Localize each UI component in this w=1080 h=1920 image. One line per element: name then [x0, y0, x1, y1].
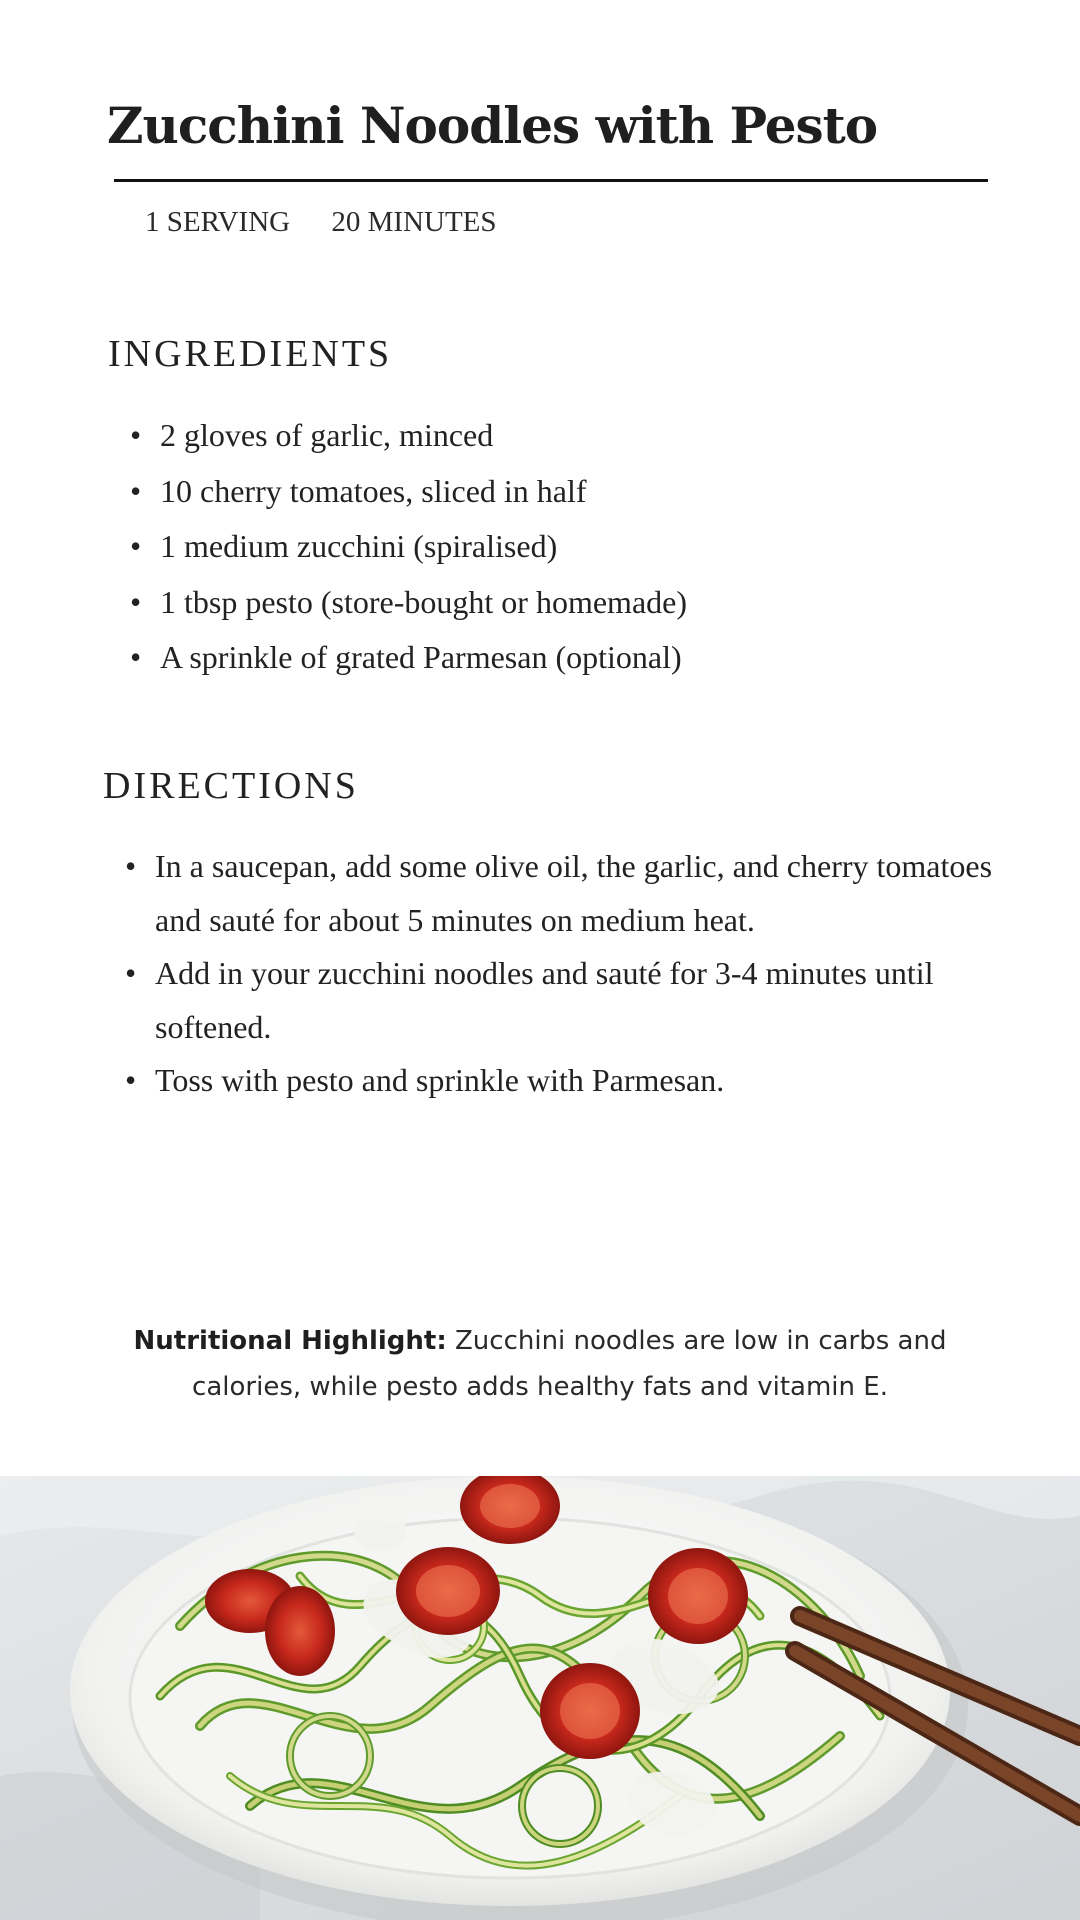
directions-heading: DIRECTIONS	[103, 765, 359, 807]
ingredient-item	[130, 408, 990, 464]
bullet-icon: •	[130, 472, 142, 509]
ingredients-heading: INGREDIENTS	[108, 333, 393, 375]
ingredient-text: 1 tbsp pesto (store-bought or homemade)	[160, 583, 687, 620]
ingredient-text: 10 cherry tomatoes, sliced in half	[160, 472, 587, 509]
nutrition-text: Zucchini noodles are low in carbs and calories, while pesto adds healthy fats and vitamin E.	[192, 1326, 947, 1402]
servings-label: 1 SERVING	[145, 206, 291, 238]
bullet-icon: •	[125, 848, 137, 884]
zucchini-noodle-plate-photo	[0, 1476, 1080, 1920]
bullet-icon: •	[130, 583, 142, 620]
ingredient-text: A sprinkle of grated Parmesan (optional)	[160, 639, 682, 675]
direction-text: Toss with pesto and sprinkle with Parmesan.	[155, 1062, 725, 1098]
time-label: 20 MINUTES	[331, 206, 497, 238]
bullet-icon: •	[130, 417, 142, 453]
photo-illustration	[0, 1476, 1080, 1920]
bullet-icon: •	[130, 639, 142, 675]
bullet-icon: •	[130, 528, 142, 564]
direction-text: Add in your zucchini noodles and sauté for 3-4 minutes until softened.	[155, 955, 934, 1045]
direction-text: In a saucepan, add some olive oil, the garlic, and cherry tomatoes and sauté for about 5 minutes on medium heat.	[155, 848, 993, 938]
ingredient-item	[130, 630, 990, 686]
ingredient-item	[130, 575, 990, 631]
ingredient-item	[130, 519, 990, 575]
direction-step	[125, 947, 995, 1054]
ingredient-text: 1 medium zucchini (spiralised)	[160, 528, 558, 564]
direction-step	[125, 840, 995, 947]
direction-step	[125, 1054, 995, 1108]
ingredient-text: 2 gloves of garlic, minced	[160, 417, 494, 453]
ingredients-list	[130, 408, 990, 686]
bullet-icon: •	[125, 1062, 137, 1098]
nutrition-label: Nutritional Highlight:	[133, 1326, 447, 1356]
bullet-icon: •	[125, 955, 137, 991]
ingredient-item	[130, 464, 990, 520]
directions-list	[125, 840, 995, 1108]
recipe-meta	[145, 206, 497, 239]
recipe-title: Zucchini Noodles with Pesto	[107, 96, 878, 155]
nutritional-highlight	[110, 1318, 970, 1410]
title-divider	[114, 179, 988, 182]
